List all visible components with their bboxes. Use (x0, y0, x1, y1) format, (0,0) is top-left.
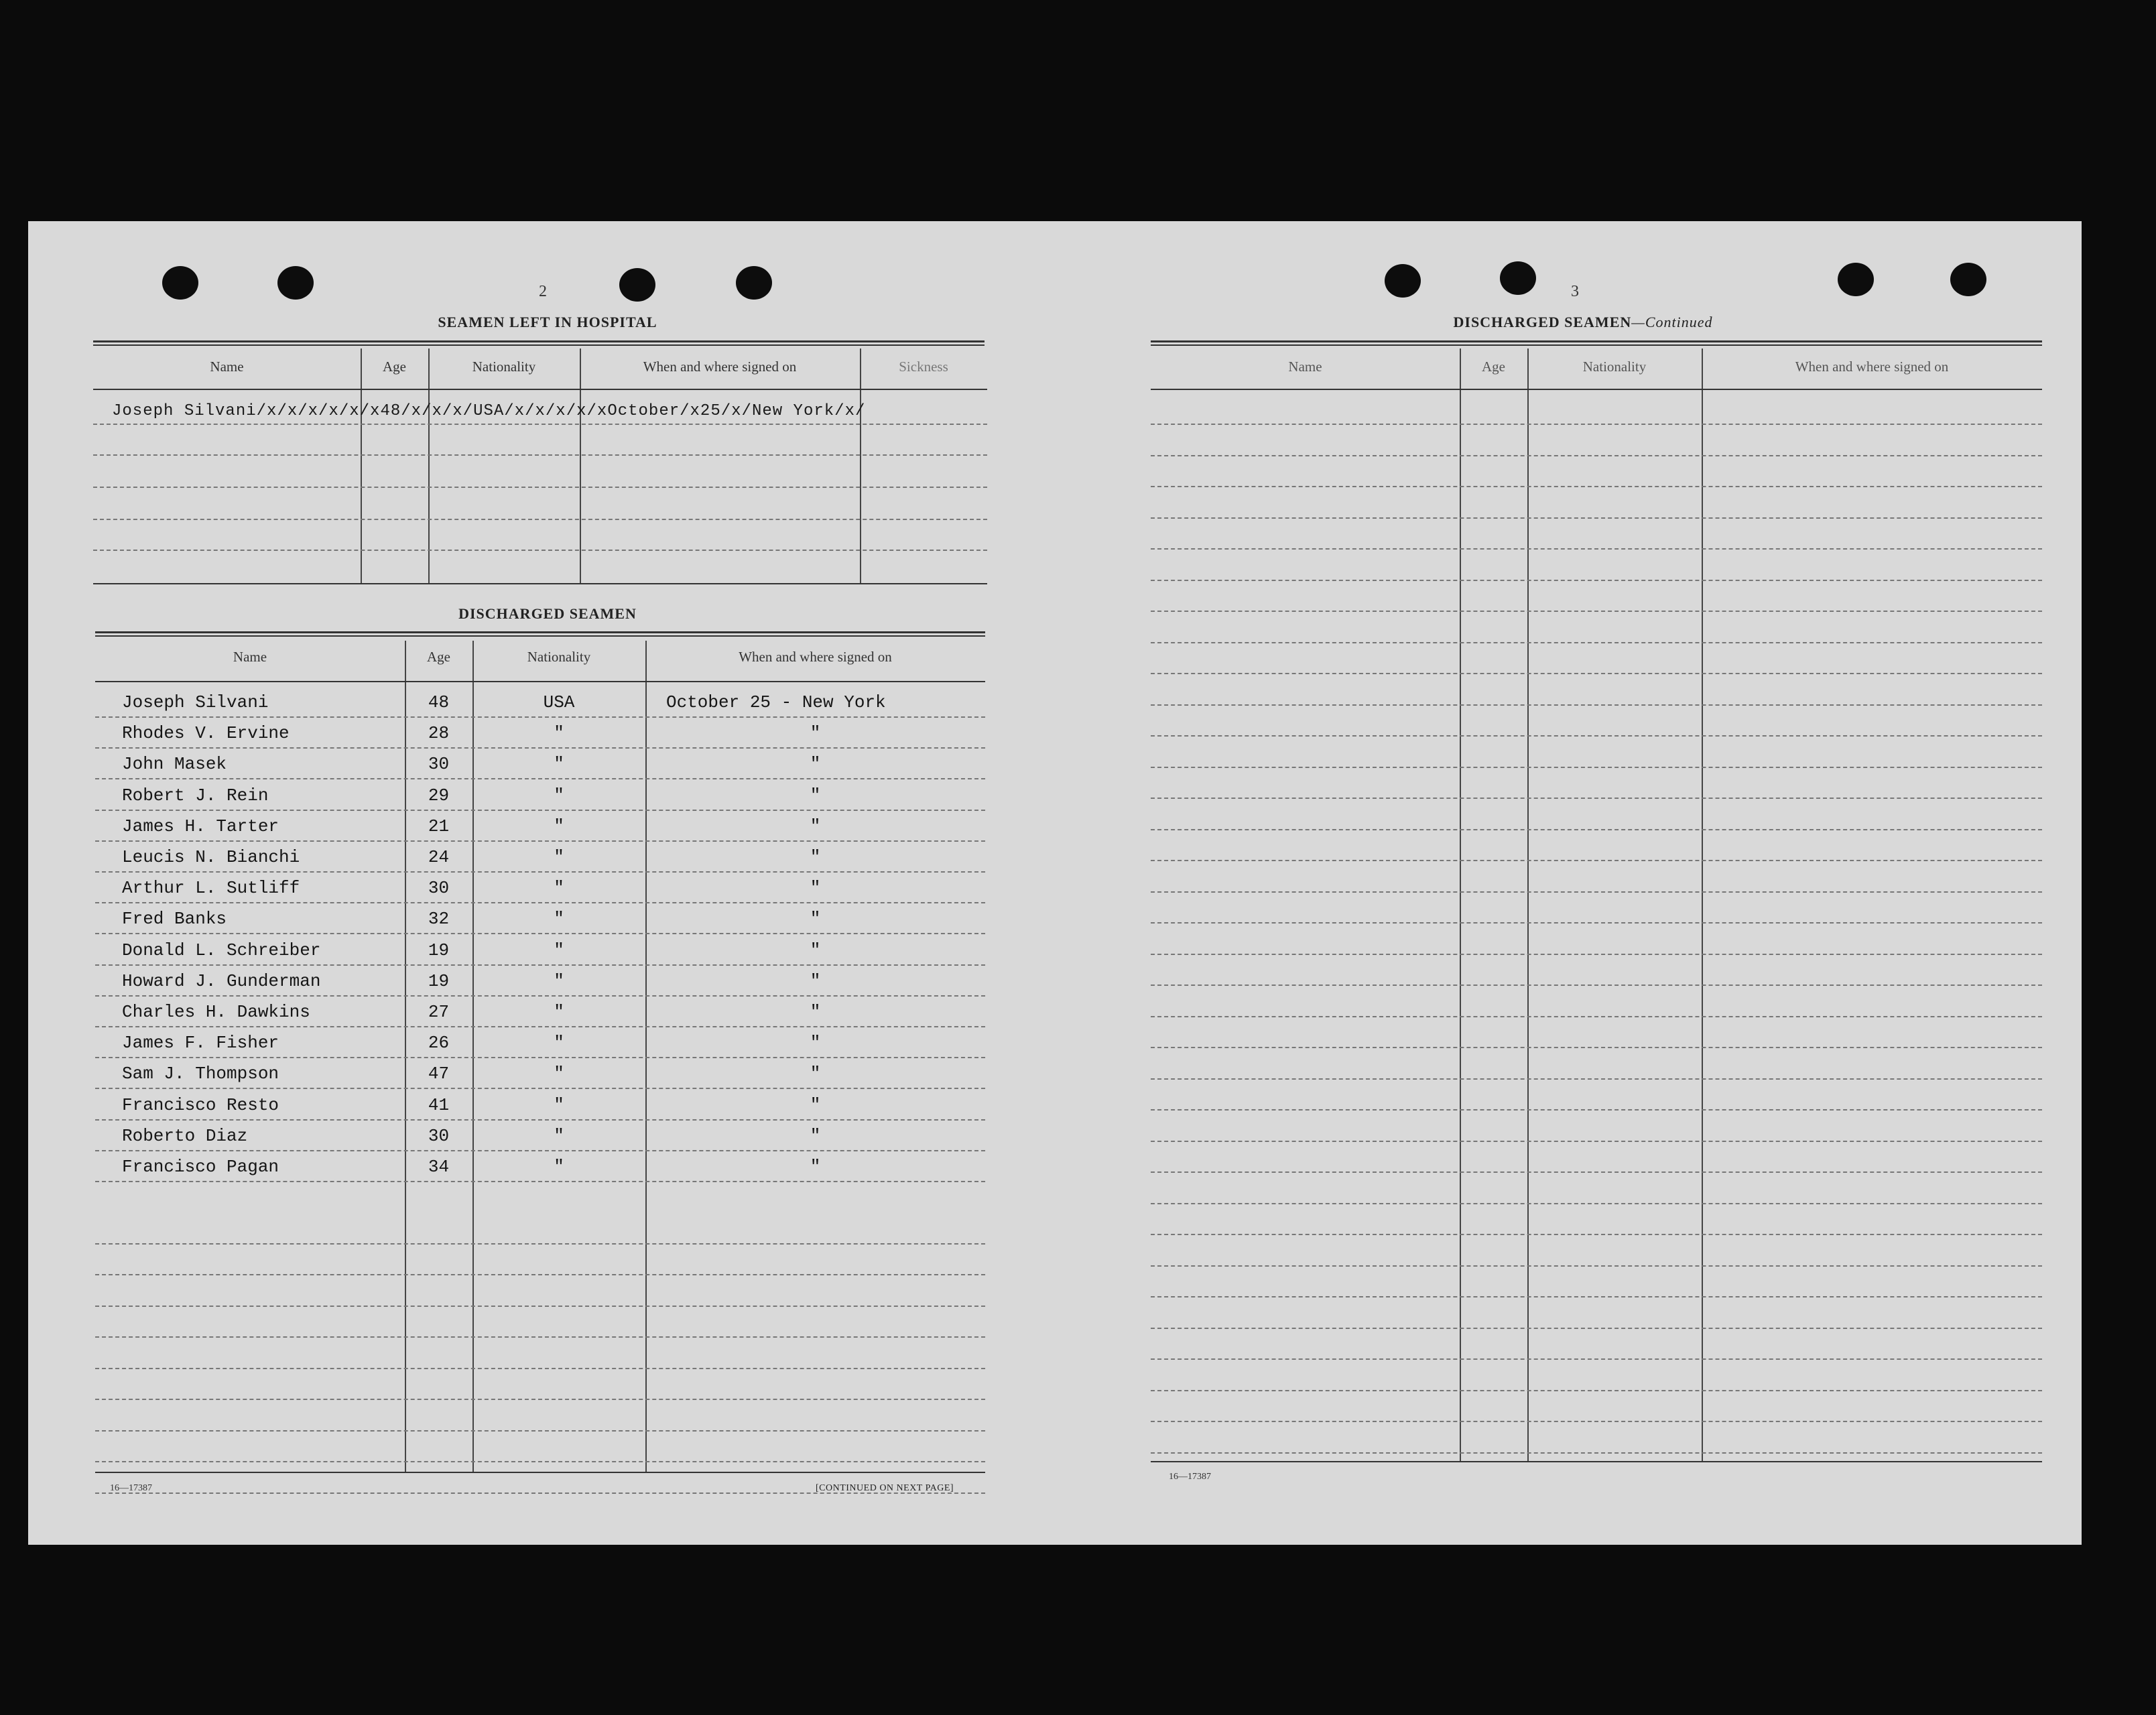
seaman-signed-on: " (810, 816, 821, 836)
seaman-name: James H. Tarter (122, 816, 279, 836)
column-header-signed-on: When and where signed on (643, 359, 797, 375)
seaman-name: Charles H. Dawkins (122, 1002, 310, 1022)
seaman-nationality: " (554, 785, 564, 806)
row-line (1151, 611, 2042, 612)
row-line (93, 487, 987, 488)
table-bottom-rule (95, 1472, 985, 1473)
seaman-signed-on: " (810, 723, 821, 744)
row-line (95, 747, 985, 749)
seaman-signed-on: " (810, 1002, 821, 1022)
column-header-age: Age (383, 359, 406, 375)
struck-out-entry: Joseph Silvani/x/x/x/x/x/x48/x/x/x/USA/x/x/x/x/xOctober/x25/x/New York/x/ (112, 402, 866, 420)
form-number: 16—17387 (1169, 1472, 1211, 1482)
seaman-age: 27 (428, 1002, 450, 1022)
column-divider (1702, 348, 1703, 1461)
column-header-nationality: Nationality (1582, 359, 1647, 375)
table-top-rule (95, 631, 985, 637)
seaman-signed-on: " (810, 1157, 821, 1177)
right-page (1060, 221, 2082, 1545)
seaman-signed-on: " (810, 1125, 821, 1146)
row-line (95, 1181, 985, 1182)
row-line (1151, 1296, 2042, 1297)
seaman-name: Francisco Resto (122, 1094, 279, 1115)
row-line (1151, 580, 2042, 581)
seaman-name: Fred Banks (122, 909, 227, 930)
column-divider (1460, 348, 1461, 1461)
seaman-nationality: " (554, 940, 564, 960)
row-line (1151, 1078, 2042, 1080)
seaman-age: 28 (428, 723, 450, 744)
title-sub: —Continued (1631, 314, 1713, 330)
hospital-section-title: SEAMEN LEFT IN HOSPITAL (438, 314, 657, 330)
seaman-signed-on: " (810, 847, 821, 867)
row-line (1151, 1358, 2042, 1360)
column-header-signed-on: When and where signed on (1795, 359, 1949, 375)
seaman-age: 47 (428, 1064, 450, 1084)
header-rule (93, 389, 987, 390)
row-line (1151, 1171, 2042, 1173)
seaman-nationality: " (554, 909, 564, 930)
column-header-name: Name (1288, 359, 1322, 375)
row-line (95, 933, 985, 934)
row-line (1151, 891, 2042, 893)
row-line (1151, 922, 2042, 924)
row-line (1151, 1265, 2042, 1267)
seaman-name: Robert J. Rein (122, 785, 269, 806)
column-divider (428, 348, 430, 583)
seaman-age: 21 (428, 816, 450, 836)
row-line (95, 778, 985, 779)
row-line (95, 1461, 985, 1462)
row-line (1151, 1390, 2042, 1391)
column-divider (1527, 348, 1529, 1461)
column-header-age: Age (427, 649, 450, 665)
column-header-name: Name (210, 359, 244, 375)
column-header-signed-on: When and where signed on (739, 649, 892, 665)
row-line (1151, 704, 2042, 706)
table-top-rule (93, 340, 985, 346)
seaman-age: 19 (428, 970, 450, 991)
row-line (95, 1057, 985, 1058)
table-bottom-rule (1151, 1461, 2042, 1462)
row-line (1151, 517, 2042, 519)
document-sheet (28, 221, 2082, 1545)
row-line (1151, 642, 2042, 643)
column-divider (580, 348, 581, 583)
row-line (95, 871, 985, 873)
row-line (1151, 984, 2042, 986)
row-line (95, 1306, 985, 1307)
row-line (93, 550, 987, 551)
row-line (93, 424, 987, 425)
seaman-name: Arthur L. Sutliff (122, 878, 300, 899)
row-line (1151, 1421, 2042, 1422)
seaman-nationality: " (554, 1094, 564, 1115)
continued-note: [CONTINUED ON NEXT PAGE] (816, 1483, 954, 1493)
seaman-age: 30 (428, 878, 450, 899)
row-line (1151, 954, 2042, 955)
seaman-nationality: " (554, 1125, 564, 1146)
column-header-sickness: Sickness (899, 359, 948, 375)
row-line (95, 1243, 985, 1245)
seaman-nationality: " (554, 878, 564, 899)
row-line (1151, 1203, 2042, 1204)
column-divider (361, 348, 362, 583)
seaman-signed-on: " (810, 970, 821, 991)
column-divider (860, 348, 861, 583)
seaman-nationality: " (554, 1064, 564, 1084)
row-line (1151, 673, 2042, 674)
seaman-name: John Masek (122, 754, 227, 775)
table-bottom-rule (93, 583, 987, 584)
seaman-nationality: " (554, 816, 564, 836)
header-rule (1151, 389, 2042, 390)
row-line (95, 995, 985, 997)
row-line (95, 1336, 985, 1338)
seaman-name: Roberto Diaz (122, 1125, 248, 1146)
seaman-name: Joseph Silvani (122, 692, 269, 712)
page-number: 3 (1571, 283, 1579, 300)
seaman-signed-on: " (810, 940, 821, 960)
column-header-nationality: Nationality (472, 359, 536, 375)
row-line (1151, 424, 2042, 425)
row-line (1151, 829, 2042, 830)
seaman-nationality: " (554, 970, 564, 991)
row-line (95, 902, 985, 903)
seaman-signed-on: " (810, 1094, 821, 1115)
row-line (1151, 1141, 2042, 1142)
seaman-signed-on: " (810, 754, 821, 775)
seaman-age: 32 (428, 909, 450, 930)
page-number: 2 (539, 283, 547, 300)
seaman-age: 30 (428, 754, 450, 775)
row-line (95, 1430, 985, 1432)
row-line (95, 1026, 985, 1027)
row-line (93, 454, 987, 456)
seaman-name: Francisco Pagan (122, 1157, 279, 1177)
row-line (1151, 1016, 2042, 1017)
row-line (95, 1088, 985, 1089)
column-header-nationality: Nationality (527, 649, 591, 665)
seaman-name: Howard J. Gunderman (122, 970, 321, 991)
seaman-age: 24 (428, 847, 450, 867)
discharged-continued-title (1342, 314, 1824, 331)
row-line (95, 1399, 985, 1400)
row-line (95, 1119, 985, 1121)
seaman-nationality: " (554, 1033, 564, 1054)
row-line (1151, 767, 2042, 768)
seaman-nationality: " (554, 1002, 564, 1022)
row-line (1151, 1452, 2042, 1454)
seaman-age: 41 (428, 1094, 450, 1115)
row-line (95, 716, 985, 718)
seaman-nationality: " (554, 1157, 564, 1177)
row-line (1151, 1234, 2042, 1235)
discharged-section-title: DISCHARGED SEAMEN (458, 605, 637, 622)
row-line (1151, 798, 2042, 799)
seaman-name: Rhodes V. Ervine (122, 723, 290, 744)
row-line (1151, 735, 2042, 737)
row-line (95, 964, 985, 966)
row-line (1151, 548, 2042, 550)
left-page (28, 221, 1047, 1545)
seaman-age: 48 (428, 692, 450, 712)
seaman-name: Leucis N. Bianchi (122, 847, 300, 867)
row-line (1151, 1328, 2042, 1329)
row-line (1151, 860, 2042, 861)
row-line (1151, 1109, 2042, 1110)
column-header-age: Age (1482, 359, 1505, 375)
seaman-age: 34 (428, 1157, 450, 1177)
row-line (1151, 1047, 2042, 1048)
seaman-signed-on: " (810, 878, 821, 899)
seaman-name: Sam J. Thompson (122, 1064, 279, 1084)
header-rule (95, 681, 985, 682)
column-header-name: Name (233, 649, 267, 665)
form-number: 16—17387 (110, 1483, 152, 1493)
row-line (1151, 486, 2042, 487)
seaman-name: Donald L. Schreiber (122, 940, 321, 960)
row-line (93, 519, 987, 520)
seaman-signed-on: " (810, 1064, 821, 1084)
seaman-signed-on: " (810, 785, 821, 806)
row-line (95, 810, 985, 811)
row-line (95, 1150, 985, 1151)
row-line (95, 1368, 985, 1369)
row-line (1151, 455, 2042, 456)
row-line (95, 1274, 985, 1275)
seaman-name: James F. Fisher (122, 1033, 279, 1054)
seaman-signed-on: " (810, 1033, 821, 1054)
seaman-nationality: " (554, 754, 564, 775)
seaman-age: 26 (428, 1033, 450, 1054)
row-line (95, 840, 985, 842)
title-main: DISCHARGED SEAMEN (1453, 314, 1632, 330)
seaman-nationality: " (554, 847, 564, 867)
seaman-nationality: " (554, 723, 564, 744)
seaman-age: 19 (428, 940, 450, 960)
seaman-age: 30 (428, 1125, 450, 1146)
seaman-signed-on: " (810, 909, 821, 930)
seaman-nationality: USA (543, 692, 575, 712)
seaman-age: 29 (428, 785, 450, 806)
seaman-signed-on: October 25 - New York (666, 692, 886, 712)
table-top-rule (1151, 340, 2042, 346)
